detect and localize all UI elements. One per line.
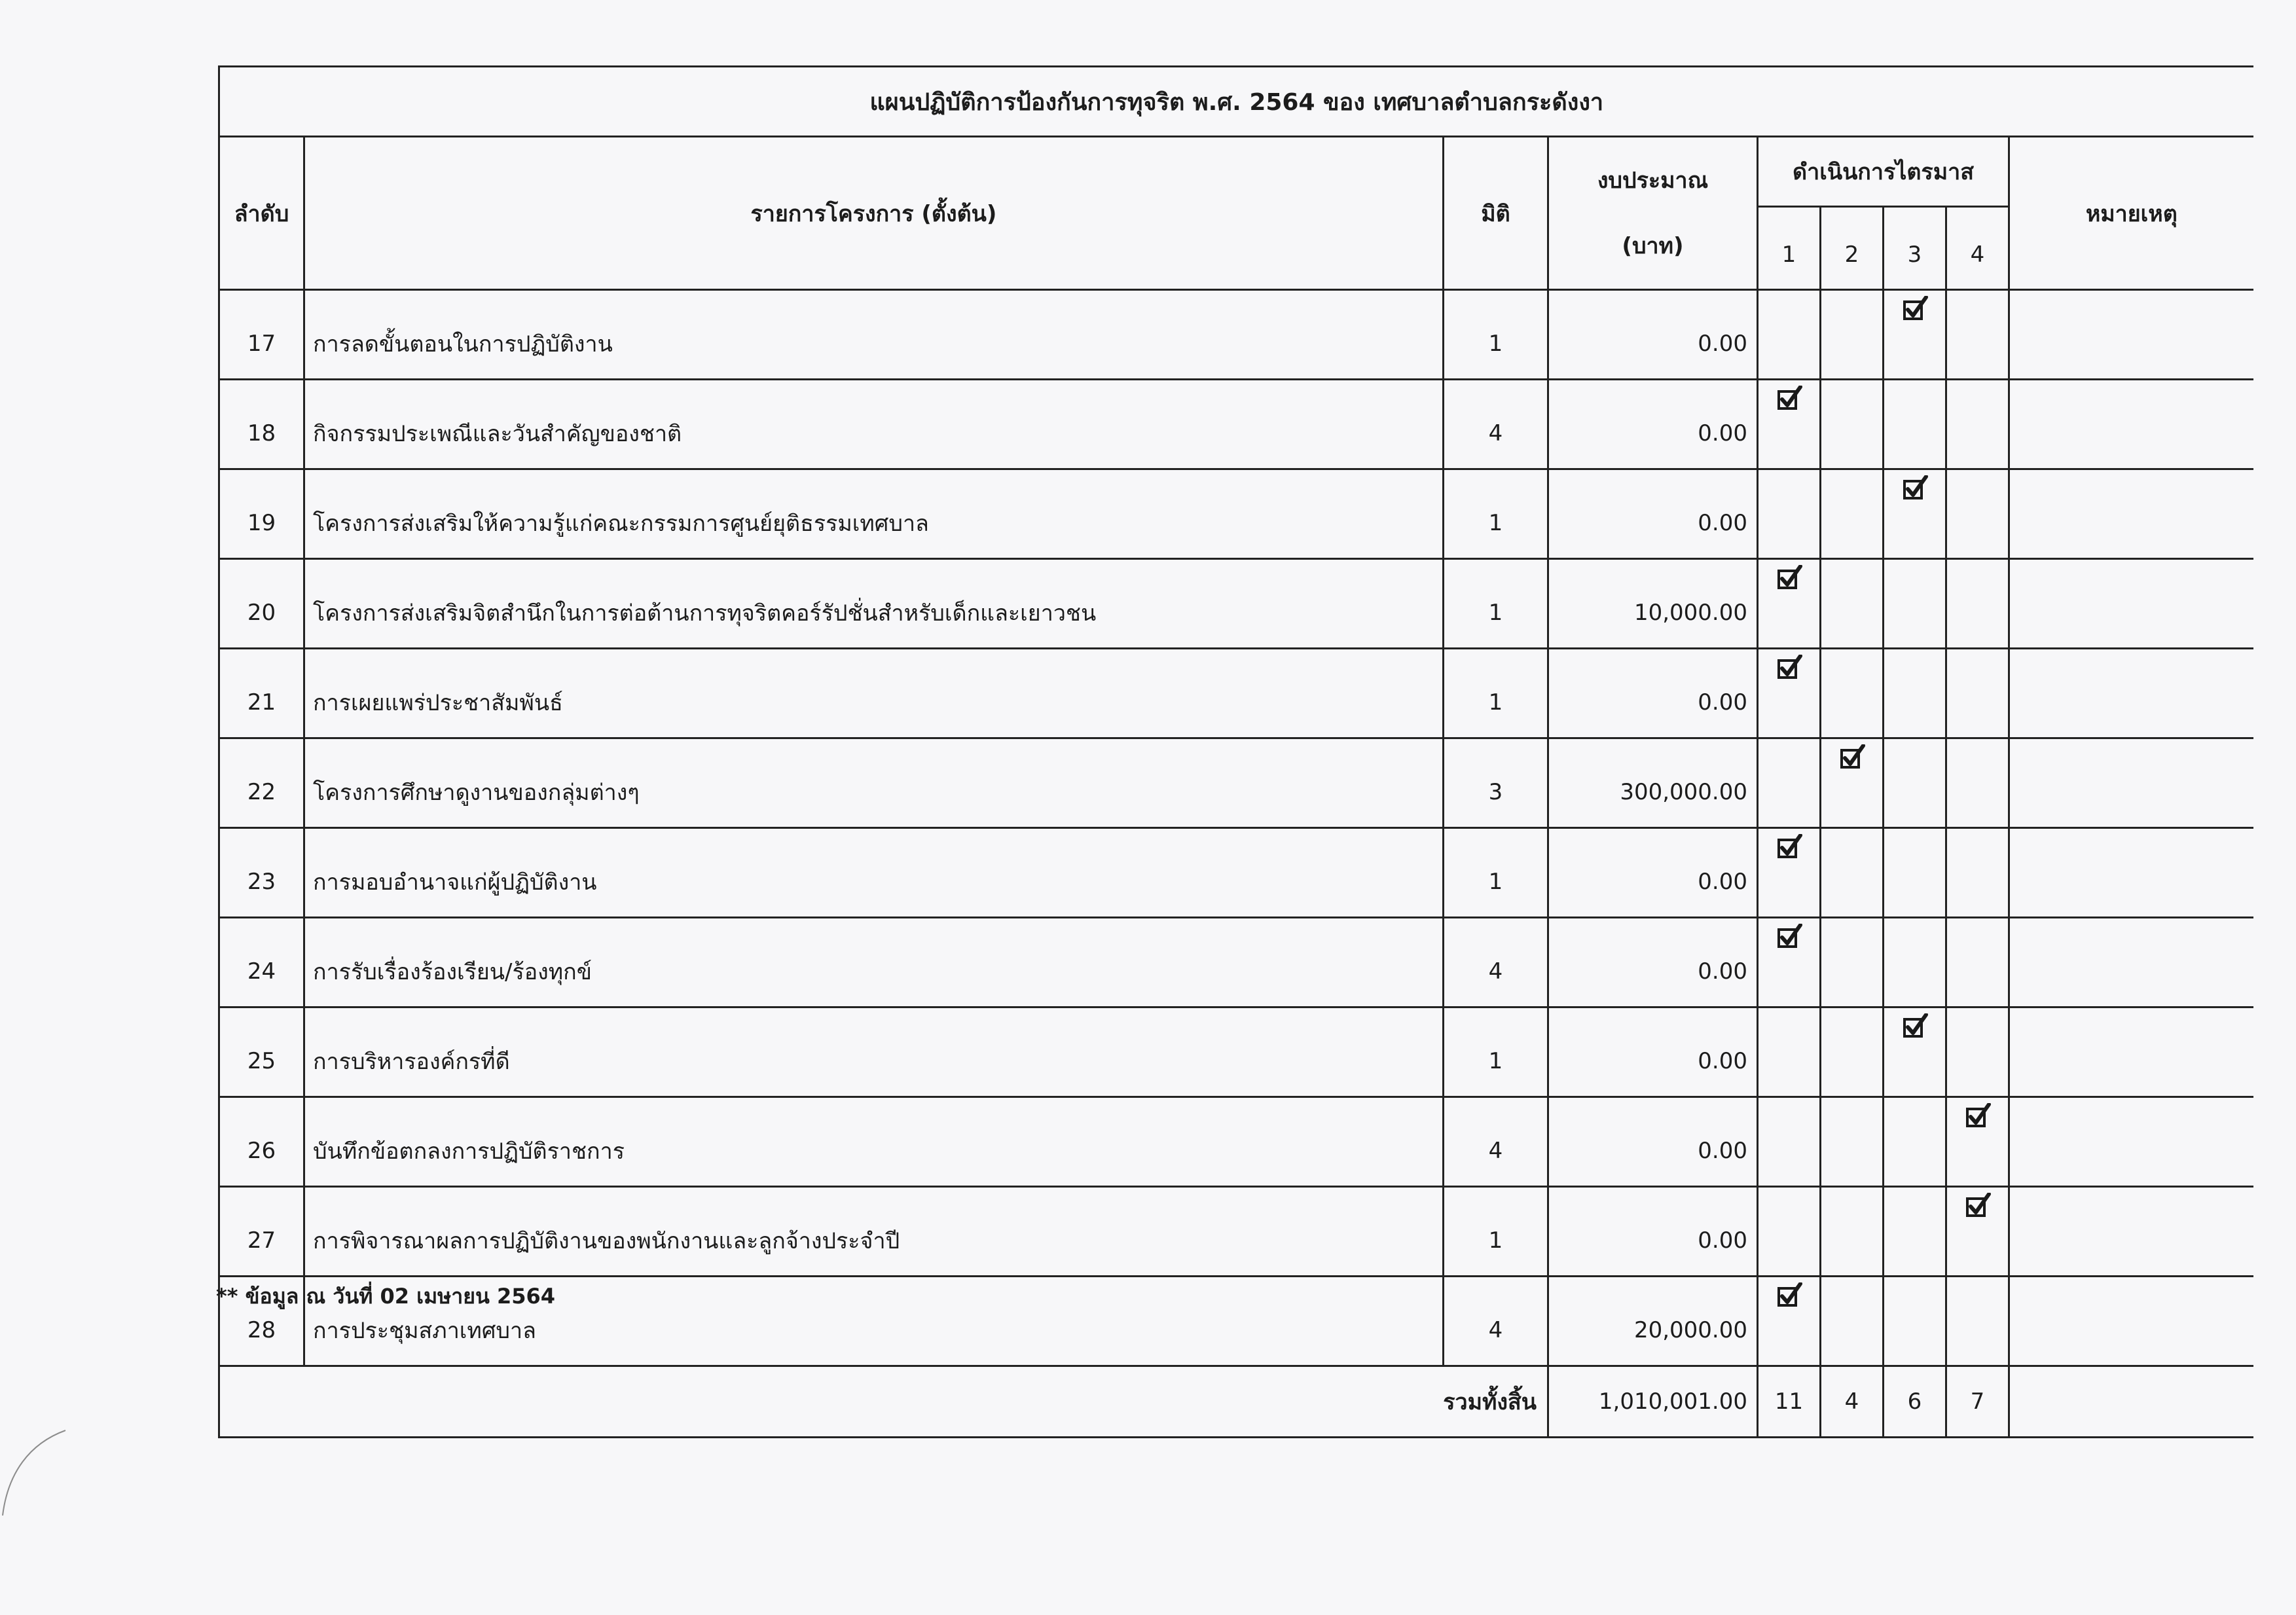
- project-name: การพิจารณาผลการปฏิบัติงานของพนักงานและลูกจ้างประจำปี: [304, 1187, 1444, 1277]
- header-no: ลำดับ: [219, 137, 304, 290]
- quarter-2-cell: [1821, 469, 1884, 559]
- row-number: 28: [219, 1277, 304, 1366]
- scan-artifact-curve: [0, 1427, 72, 1519]
- table-row: [219, 469, 2253, 559]
- header-project: รายการโครงการ (ตั้งต้น): [304, 137, 1444, 290]
- quarter-3-cell: [1884, 380, 1946, 469]
- remarks-cell: [2009, 380, 2253, 469]
- project-name: การประชุมสภาเทศบาล: [304, 1277, 1444, 1366]
- header-remarks: หมายเหตุ: [2009, 137, 2253, 290]
- row-number: 27: [219, 1187, 304, 1277]
- quarter-2-cell: [1821, 1277, 1884, 1366]
- table-row: [219, 290, 2253, 380]
- total-row: [219, 1366, 2253, 1438]
- quarter-1-cell: [1758, 738, 1821, 828]
- checked-box-icon: [1965, 1103, 1992, 1129]
- remarks-cell: [2009, 1007, 2253, 1097]
- quarter-1-cell: [1758, 649, 1821, 738]
- dimension-value: 3: [1444, 738, 1548, 828]
- plan-table: [218, 65, 2253, 1438]
- header-budget: [1548, 137, 1758, 290]
- budget-value: 0.00: [1548, 828, 1758, 918]
- dimension-value: 1: [1444, 469, 1548, 559]
- quarter-4-cell: [1946, 738, 2009, 828]
- remarks-cell: [2009, 469, 2253, 559]
- remarks-cell: [2009, 290, 2253, 380]
- quarter-1-cell: [1758, 1007, 1821, 1097]
- row-number: 19: [219, 469, 304, 559]
- checked-box-icon: [1903, 1013, 1929, 1040]
- quarter-2-cell: [1821, 1007, 1884, 1097]
- dimension-value: 1: [1444, 1007, 1548, 1097]
- table-row: [219, 380, 2253, 469]
- checked-box-icon: [1903, 475, 1929, 501]
- table-body: [219, 290, 2253, 1366]
- quarter-3-cell: [1884, 1007, 1946, 1097]
- header-quarter-1: 1: [1758, 207, 1821, 290]
- quarter-2-cell: [1821, 1097, 1884, 1187]
- project-name: การลดขั้นตอนในการปฏิบัติงาน: [304, 290, 1444, 380]
- total-quarter-1: 11: [1758, 1366, 1821, 1438]
- budget-value: 0.00: [1548, 918, 1758, 1007]
- quarter-3-cell: [1884, 559, 1946, 649]
- checked-box-icon: [1777, 565, 1803, 591]
- budget-value: 0.00: [1548, 1187, 1758, 1277]
- quarter-1-cell: [1758, 828, 1821, 918]
- quarter-2-cell: [1821, 918, 1884, 1007]
- quarter-1-cell: [1758, 1187, 1821, 1277]
- quarter-2-cell: [1821, 738, 1884, 828]
- quarter-4-cell: [1946, 1187, 2009, 1277]
- quarter-3-cell: [1884, 1187, 1946, 1277]
- quarter-3-cell: [1884, 649, 1946, 738]
- dimension-value: 1: [1444, 1187, 1548, 1277]
- row-number: 23: [219, 828, 304, 918]
- project-name: การบริหารองค์กรที่ดี: [304, 1007, 1444, 1097]
- checked-box-icon: [1777, 1282, 1803, 1309]
- header-budget-line1: งบประมาณ: [1597, 167, 1709, 194]
- remarks-cell: [2009, 1097, 2253, 1187]
- quarter-1-cell: [1758, 290, 1821, 380]
- remarks-cell: [2009, 1277, 2253, 1366]
- dimension-value: 1: [1444, 290, 1548, 380]
- total-remarks: [2009, 1366, 2253, 1438]
- project-name: การเผยแพร่ประชาสัมพันธ์: [304, 649, 1444, 738]
- table-row: [219, 1007, 2253, 1097]
- checked-box-icon: [1777, 655, 1803, 681]
- checked-box-icon: [1777, 924, 1803, 950]
- quarter-3-cell: [1884, 1097, 1946, 1187]
- header-dimension: มิติ: [1444, 137, 1548, 290]
- quarter-4-cell: [1946, 1097, 2009, 1187]
- dimension-value: 4: [1444, 1097, 1548, 1187]
- total-label: รวมทั้งสิ้น: [219, 1366, 1548, 1438]
- dimension-value: 4: [1444, 918, 1548, 1007]
- quarter-2-cell: [1821, 1187, 1884, 1277]
- dimension-value: 1: [1444, 828, 1548, 918]
- checked-box-icon: [1777, 834, 1803, 860]
- dimension-value: 1: [1444, 649, 1548, 738]
- project-name: การมอบอำนาจแก่ผู้ปฏิบัติงาน: [304, 828, 1444, 918]
- project-name: บันทึกข้อตกลงการปฏิบัติราชการ: [304, 1097, 1444, 1187]
- quarter-3-cell: [1884, 828, 1946, 918]
- row-number: 21: [219, 649, 304, 738]
- quarter-1-cell: [1758, 380, 1821, 469]
- budget-value: 0.00: [1548, 649, 1758, 738]
- quarter-2-cell: [1821, 380, 1884, 469]
- document-title: แผนปฏิบัติการป้องกันการทุจริต พ.ศ. 2564 ของ เทศบาลตำบลกระดังงา: [219, 67, 2253, 137]
- quarter-3-cell: [1884, 738, 1946, 828]
- quarter-4-cell: [1946, 1007, 2009, 1097]
- project-name: โครงการศึกษาดูงานของกลุ่มต่างๆ: [304, 738, 1444, 828]
- dimension-value: 1: [1444, 559, 1548, 649]
- header-quarter-2: 2: [1821, 207, 1884, 290]
- row-number: 17: [219, 290, 304, 380]
- quarter-3-cell: [1884, 918, 1946, 1007]
- quarter-4-cell: [1946, 649, 2009, 738]
- data-date-note: ** ข้อมูล ณ วันที่ 02 เมษายน 2564: [216, 1284, 556, 1309]
- checked-box-icon: [1903, 296, 1929, 322]
- total-quarter-4: 7: [1946, 1366, 2009, 1438]
- quarter-1-cell: [1758, 1277, 1821, 1366]
- project-name: กิจกรรมประเพณีและวันสำคัญของชาติ: [304, 380, 1444, 469]
- budget-value: 0.00: [1548, 1097, 1758, 1187]
- row-number: 24: [219, 918, 304, 1007]
- quarter-2-cell: [1821, 290, 1884, 380]
- project-name: โครงการส่งเสริมจิตสำนึกในการต่อต้านการทุจริตคอร์รัปชั่นสำหรับเด็กและเยาวชน: [304, 559, 1444, 649]
- quarter-1-cell: [1758, 1097, 1821, 1187]
- remarks-cell: [2009, 559, 2253, 649]
- quarter-4-cell: [1946, 380, 2009, 469]
- plan-sheet: [218, 65, 2252, 1438]
- budget-value: 0.00: [1548, 290, 1758, 380]
- header-quarter-group: ดำเนินการไตรมาส: [1758, 137, 2009, 207]
- table-row: [219, 649, 2253, 738]
- table-row: [219, 918, 2253, 1007]
- remarks-cell: [2009, 828, 2253, 918]
- total-budget: 1,010,001.00: [1548, 1366, 1758, 1438]
- table-row: [219, 1097, 2253, 1187]
- header-quarter-3: 3: [1884, 207, 1946, 290]
- dimension-value: 4: [1444, 380, 1548, 469]
- checked-box-icon: [1965, 1193, 1992, 1219]
- budget-value: 300,000.00: [1548, 738, 1758, 828]
- project-name: การรับเรื่องร้องเรียน/ร้องทุกข์: [304, 918, 1444, 1007]
- remarks-cell: [2009, 649, 2253, 738]
- quarter-4-cell: [1946, 290, 2009, 380]
- quarter-4-cell: [1946, 469, 2009, 559]
- quarter-3-cell: [1884, 1277, 1946, 1366]
- budget-value: 20,000.00: [1548, 1277, 1758, 1366]
- quarter-3-cell: [1884, 290, 1946, 380]
- quarter-1-cell: [1758, 918, 1821, 1007]
- row-number: 20: [219, 559, 304, 649]
- quarter-2-cell: [1821, 649, 1884, 738]
- remarks-cell: [2009, 918, 2253, 1007]
- quarter-3-cell: [1884, 469, 1946, 559]
- row-number: 22: [219, 738, 304, 828]
- header-quarter-4: 4: [1946, 207, 2009, 290]
- dimension-value: 4: [1444, 1277, 1548, 1366]
- total-quarter-3: 6: [1884, 1366, 1946, 1438]
- total-quarter-2: 4: [1821, 1366, 1884, 1438]
- budget-value: 0.00: [1548, 469, 1758, 559]
- project-name: โครงการส่งเสริมให้ความรู้แก่คณะกรรมการศูนย์ยุติธรรมเทศบาล: [304, 469, 1444, 559]
- quarter-1-cell: [1758, 469, 1821, 559]
- quarter-4-cell: [1946, 559, 2009, 649]
- row-number: 18: [219, 380, 304, 469]
- budget-value: 0.00: [1548, 380, 1758, 469]
- table-row: [219, 1187, 2253, 1277]
- table-row: [219, 828, 2253, 918]
- row-number: 26: [219, 1097, 304, 1187]
- remarks-cell: [2009, 738, 2253, 828]
- row-number: 25: [219, 1007, 304, 1097]
- quarter-2-cell: [1821, 828, 1884, 918]
- quarter-4-cell: [1946, 918, 2009, 1007]
- quarter-1-cell: [1758, 559, 1821, 649]
- quarter-4-cell: [1946, 1277, 2009, 1366]
- budget-value: 10,000.00: [1548, 559, 1758, 649]
- checked-box-icon: [1777, 386, 1803, 412]
- remarks-cell: [2009, 1187, 2253, 1277]
- budget-value: 0.00: [1548, 1007, 1758, 1097]
- table-row: [219, 559, 2253, 649]
- table-row: [219, 738, 2253, 828]
- quarter-2-cell: [1821, 559, 1884, 649]
- checked-box-icon: [1840, 744, 1866, 771]
- quarter-4-cell: [1946, 828, 2009, 918]
- header-budget-line2: (บาท): [1622, 232, 1684, 259]
